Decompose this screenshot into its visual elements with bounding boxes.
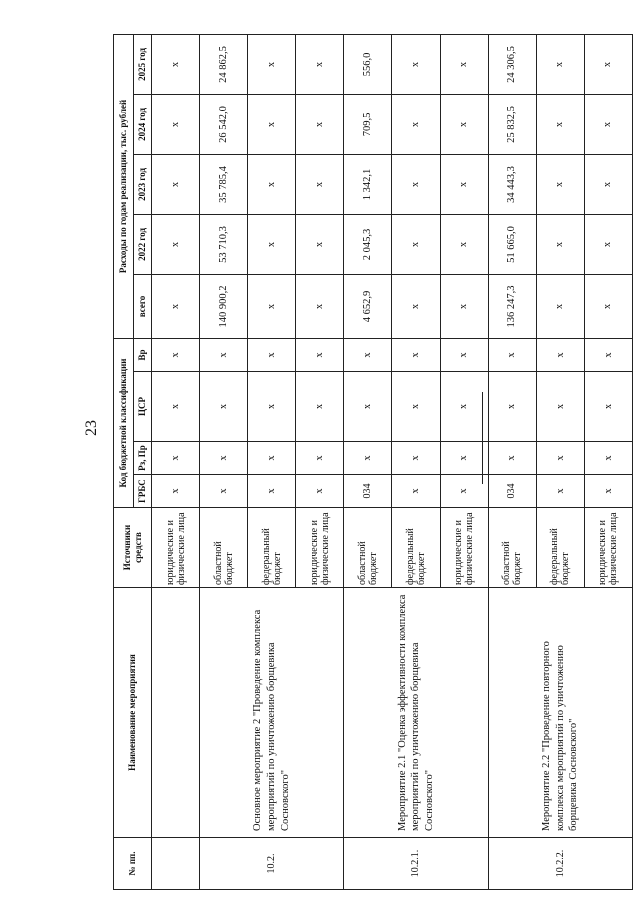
cell-rzpr: х: [536, 442, 584, 475]
cell-total: х: [392, 274, 440, 338]
header-2024: 2024 год: [134, 94, 152, 154]
cell-total: х: [248, 274, 296, 338]
cell-csr: х: [200, 372, 248, 442]
cell-2023: х: [536, 154, 584, 214]
cell-2025: 24 306,5: [488, 34, 536, 94]
cell-source: федеральный бюджет: [536, 508, 584, 588]
cell-csr: х: [296, 372, 344, 442]
cell-name: Мероприятие 2.2 "Проведение повторного комплекса мероприятий по уничтожению борщевика Сосновского": [488, 588, 632, 838]
cell-source: федеральный бюджет: [392, 508, 440, 588]
cell-total: 4 652,9: [344, 274, 392, 338]
cell-grbs: х: [536, 475, 584, 508]
cell-csr: х: [584, 372, 632, 442]
header-2023: 2023 год: [134, 154, 152, 214]
header-2025: 2025 год: [134, 34, 152, 94]
header-num: № пп.: [114, 838, 152, 890]
cell-2023: х: [152, 154, 200, 214]
cell-rzpr: х: [392, 442, 440, 475]
cell-source: федеральный бюджет: [248, 508, 296, 588]
page-number: 23: [83, 420, 100, 436]
cell-rzpr: х: [296, 442, 344, 475]
header-2022: 2022 год: [134, 214, 152, 274]
cell-2022: 51 665,0: [488, 214, 536, 274]
cell-num: 10.2.1.: [344, 838, 488, 890]
cell-2023: х: [248, 154, 296, 214]
cell-rzpr: х: [152, 442, 200, 475]
cell-2025: х: [440, 34, 488, 94]
cell-grbs: х: [200, 475, 248, 508]
cell-2024: х: [536, 94, 584, 154]
cell-grbs: х: [248, 475, 296, 508]
cell-grbs: х: [296, 475, 344, 508]
cell-csr: х: [488, 372, 536, 442]
cell-csr: х: [392, 372, 440, 442]
header-vr: Вр: [134, 338, 152, 371]
header-source: Источники средств: [114, 508, 152, 588]
cell-2022: х: [152, 214, 200, 274]
cell-rzpr: х: [200, 442, 248, 475]
cell-csr: х: [440, 372, 488, 442]
cell-2023: х: [296, 154, 344, 214]
cell-grbs: х: [392, 475, 440, 508]
cell-total: х: [440, 274, 488, 338]
cell-2022: х: [296, 214, 344, 274]
cell-2025: х: [296, 34, 344, 94]
cell-rzpr: х: [248, 442, 296, 475]
cell-2025: х: [248, 34, 296, 94]
cell-2024: х: [584, 94, 632, 154]
cell-rzpr: х: [344, 442, 392, 475]
cell-2022: 2 045,3: [344, 214, 392, 274]
cell-grbs: х: [440, 475, 488, 508]
cell-num: 10.2.2.: [488, 838, 632, 890]
cell-csr: х: [152, 372, 200, 442]
header-total: всего: [134, 274, 152, 338]
cell-grbs: х: [584, 475, 632, 508]
cell-2024: х: [392, 94, 440, 154]
header-grbs: ГРБС: [134, 475, 152, 508]
cell-2022: х: [392, 214, 440, 274]
cell-total: х: [584, 274, 632, 338]
cell-2025: х: [392, 34, 440, 94]
cell-2023: х: [584, 154, 632, 214]
cell-2024: х: [440, 94, 488, 154]
cell-2024: х: [248, 94, 296, 154]
cell-source: областной бюджет: [200, 508, 248, 588]
cell-vr: х: [536, 338, 584, 371]
cell-total: х: [152, 274, 200, 338]
header-budget-code: Код бюджетной классификации: [114, 338, 134, 507]
cell-total: 136 247,3: [488, 274, 536, 338]
header-expenses: Расходы по годам реализации, тыс. рублей: [114, 34, 134, 338]
cell-total: х: [296, 274, 344, 338]
cell-vr: х: [488, 338, 536, 371]
table-row: [152, 34, 200, 889]
cell-num: 10.2.: [200, 838, 344, 890]
cell-2024: х: [296, 94, 344, 154]
cell-2025: 24 862,5: [200, 34, 248, 94]
cell-2025: х: [152, 34, 200, 94]
rotated-table-container: [113, 35, 633, 890]
cell-num: [152, 838, 200, 890]
cell-2023: х: [392, 154, 440, 214]
cell-2023: х: [440, 154, 488, 214]
cell-source: областной бюджет: [488, 508, 536, 588]
cell-grbs: 034: [488, 475, 536, 508]
cell-vr: х: [152, 338, 200, 371]
cell-source: юридические и физические лица: [152, 508, 200, 588]
cell-2022: 53 710,3: [200, 214, 248, 274]
cell-total: х: [536, 274, 584, 338]
cell-name: Основное мероприятие 2 "Проведение комплекса мероприятий по уничтожению борщевика Сосновского": [200, 588, 344, 838]
cell-csr: х: [344, 372, 392, 442]
cell-2023: 34 443,3: [488, 154, 536, 214]
header-csr: ЦСР: [134, 372, 152, 442]
cell-2024: х: [152, 94, 200, 154]
cell-2022: х: [536, 214, 584, 274]
cell-total: 140 900,2: [200, 274, 248, 338]
cell-vr: х: [440, 338, 488, 371]
cell-name: [152, 588, 200, 838]
cell-2025: х: [536, 34, 584, 94]
cell-2022: х: [584, 214, 632, 274]
cell-vr: х: [248, 338, 296, 371]
cell-rzpr: х: [488, 442, 536, 475]
cell-2024: 26 542,0: [200, 94, 248, 154]
cell-2023: 35 785,4: [200, 154, 248, 214]
cell-grbs: 034: [344, 475, 392, 508]
cell-csr: х: [248, 372, 296, 442]
cell-vr: х: [392, 338, 440, 371]
header-name: Наименование мероприятия: [114, 588, 152, 838]
header-rzpr: Рз, Пр: [134, 442, 152, 475]
table-row: [344, 34, 392, 889]
cell-2022: х: [440, 214, 488, 274]
cell-vr: х: [296, 338, 344, 371]
cell-source: юридические и физические лица: [440, 508, 488, 588]
cell-source: юридические и физические лица: [296, 508, 344, 588]
cell-name: Мероприятие 2.1 "Оценка эффективности комплекса мероприятий по уничтожению борщевика Сосновского": [344, 588, 488, 838]
cell-rzpr: х: [440, 442, 488, 475]
cell-source: юридические и физические лица: [584, 508, 632, 588]
expenses-table: [113, 34, 633, 890]
table-row: [200, 34, 248, 889]
cell-2025: 556,0: [344, 34, 392, 94]
cell-vr: х: [200, 338, 248, 371]
table-row: [488, 34, 536, 889]
cell-vr: х: [584, 338, 632, 371]
cell-csr: х: [536, 372, 584, 442]
cell-grbs: х: [152, 475, 200, 508]
cell-2022: х: [248, 214, 296, 274]
cell-2024: 25 832,5: [488, 94, 536, 154]
cell-2024: 709,5: [344, 94, 392, 154]
cell-vr: х: [344, 338, 392, 371]
cell-rzpr: х: [584, 442, 632, 475]
cell-2025: х: [584, 34, 632, 94]
cell-source: областной бюджет: [344, 508, 392, 588]
cell-2023: 1 342,1: [344, 154, 392, 214]
